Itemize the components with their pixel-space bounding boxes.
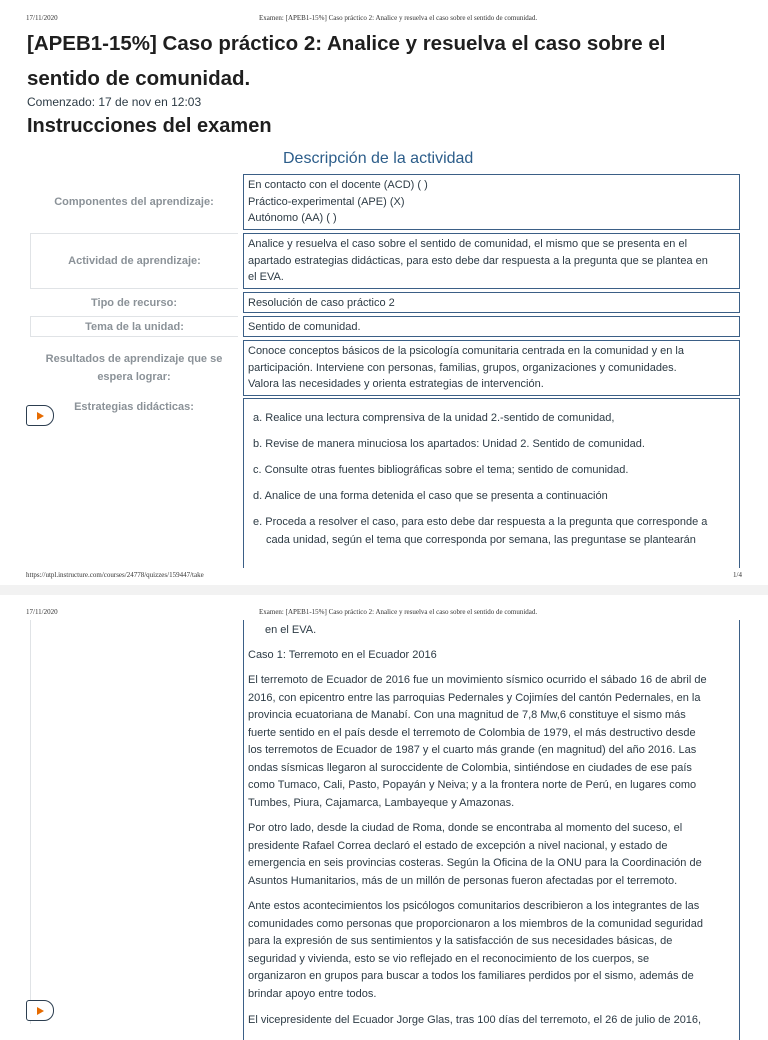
page-separator: [0, 585, 768, 595]
text-line: comunidades como personas que proporcionaron a los miembros de la comunidad seguridad: [248, 917, 703, 930]
strategy-item: [253, 462, 738, 480]
print-title: Examen: [APEB1-15%] Caso práctico 2: Analice y resuelva el caso sobre el sentido de comunidad.: [259, 608, 538, 616]
play-icon: [37, 1007, 44, 1015]
strategy-item: [253, 410, 738, 428]
text-line: organizaron en grupos para buscar a todos los familiares perdidos por el sismo, además de: [248, 970, 694, 982]
label-didactic-strategies: Estrategias didácticas:: [74, 401, 194, 413]
play-icon: [37, 412, 44, 420]
strategy-text-continued: cada unidad, según el tema que corresponda por semana, las preguntase se plantearán: [266, 533, 696, 546]
print-date: 17/11/2020: [26, 14, 58, 22]
strategy-marker: c.: [253, 464, 262, 476]
strategy-marker: a.: [253, 412, 263, 424]
value-line: Conoce conceptos básicos de la psicología comunitaria centrada en la comunidad y en la: [248, 345, 684, 357]
label-learning-activity: Actividad de aprendizaje:: [30, 233, 238, 289]
value-line: Resolución de caso práctico 2: [248, 297, 395, 309]
value-unit-topic: [243, 316, 740, 337]
print-footer: [0, 571, 768, 585]
text-line: fuerte sentido en el país desde el terremoto de Colombia de 1979, el más destructivo desde: [248, 726, 696, 739]
print-url: https://utpl.instructure.com/courses/24778/quizzes/159447/take: [26, 571, 204, 579]
activity-description-heading: Descripción de la actividad: [283, 150, 474, 167]
play-button[interactable]: [26, 1000, 54, 1021]
text-line: 2016, con epicentro entre las parroquias Pedernales y Cojimíes del cantón Pedernales, en la: [248, 691, 701, 704]
strategy-marker: b.: [253, 438, 263, 450]
value-line: Sentido de comunidad.: [248, 321, 361, 333]
strategy-item: [253, 514, 738, 549]
value-line: participación. Interviene con personas, familias, grupos, organizaciones y comunidades.: [248, 361, 677, 374]
strategy-item: [253, 488, 738, 506]
case-content: [243, 620, 740, 1040]
instructions-heading: Instrucciones del examen: [27, 115, 272, 137]
text-line: los terremotos de Ecuador de 1987 y el cuarto más grande (en magnitud) del año 2016. Las: [248, 744, 697, 756]
case-title: [248, 647, 738, 665]
value-learning-components: [243, 174, 740, 230]
page-title: [27, 28, 739, 95]
label-learning-components: Componentes del aprendizaje:: [54, 196, 214, 208]
page-title-line-1: [APEB1-15%] Caso práctico 2: Analice y resuelva el caso sobre el: [27, 32, 666, 55]
text-line: ondas sísmicas llegaron al suroccidente de Colombia, sintiéndose en ciudades de ese país: [248, 761, 692, 774]
text-line: como Tumaco, Cali, Pasto, Popayán y Neiva; y a la frontera norte de Perú, en lugares como: [248, 779, 697, 791]
page-title-line-2: sentido de comunidad.: [27, 67, 251, 90]
value-line: Analice y resuelva el caso sobre el sentido de comunidad, el mismo que se presenta en el: [248, 238, 688, 250]
text-line: Asuntos Humanitarios, más de un millón de personas fueron afectadas por el terremoto.: [248, 874, 678, 887]
print-header: [0, 14, 768, 28]
case-paragraph-4: [248, 1012, 738, 1030]
value-learning-outcomes: [243, 340, 740, 396]
strategy-marker: d.: [253, 490, 263, 502]
value-line: Autónomo (AA) ( ): [248, 212, 337, 224]
label-learning-outcomes: [30, 340, 238, 396]
text-line: Por otro lado, desde la ciudad de Roma, donde se encontraba al momento del suceso, el: [248, 822, 683, 834]
label-line: espera lograr:: [97, 371, 171, 383]
value-line: el EVA.: [248, 271, 284, 283]
text-line: Caso 1: Terremoto en el Ecuador 2016: [248, 649, 437, 661]
strategy-text: Realice una lectura comprensiva de la unidad 2.-sentido de comunidad,: [265, 412, 615, 424]
text-line: emergencia en seis provincias costeras. Según la Oficina de la ONU para la Coordinación de: [248, 857, 702, 869]
text-line: El vicepresidente del Ecuador Jorge Glas, tras 100 días del terremoto, el 26 de julio de 2016,: [248, 1014, 702, 1026]
started-timestamp: Comenzado: 17 de nov en 12:03: [27, 95, 202, 109]
strategies-list-box: [243, 398, 740, 568]
print-date: 17/11/2020: [26, 608, 58, 616]
value-learning-activity: [243, 233, 740, 289]
strategy-text: Proceda a resolver el caso, para esto debe dar respuesta a la pregunta que corresponde a: [265, 516, 708, 528]
text-line: seguridad y vivienda, esto se vio reflejado en el reconocimiento de los cuerpos, se: [248, 952, 650, 965]
case-paragraph-2: [248, 820, 738, 890]
text-line: brindar apoyo entre todos.: [248, 987, 377, 1000]
value-line: Práctico-experimental (APE) (X): [248, 195, 405, 208]
strategy-text: Revise de manera minuciosa los apartados: Unidad 2. Sentido de comunidad.: [265, 438, 645, 450]
play-button[interactable]: [26, 405, 54, 426]
text-line: para la expresión de sus sentimientos y la satisfacción de sus necesidades básicas, de: [248, 935, 673, 947]
case-paragraph-1: [248, 672, 738, 812]
text-line: presidente Rafael Correa declaró el estado de excepción a nivel nacional, y estado de: [248, 839, 668, 852]
strategy-text: Analice de una forma detenida el caso que se presenta a continuación: [264, 490, 608, 502]
text-line: provincia ecuatoriana de Manabí. Con una magnitud de 7,8 Mw,6 constituye el sismo más: [248, 709, 686, 721]
text-line: El terremoto de Ecuador de 2016 fue un movimiento sísmico ocurrido el sábado 16 de abril de: [248, 674, 707, 686]
print-page-number: 1/4: [733, 571, 742, 579]
case-paragraph-3: [248, 898, 738, 1003]
value-line: En contacto con el docente (ACD) ( ): [248, 179, 428, 191]
strategy-text: Consulte otras fuentes bibliográficas sobre el tema; sentido de comunidad.: [264, 464, 629, 476]
value-line: apartado estrategias didácticas, para esto debe dar respuesta a la pregunta que se plantea en: [248, 254, 708, 267]
label-line: Resultados de aprendizaje que se: [45, 353, 223, 365]
text-line: Ante estos acontecimientos los psicólogos comunitarios describieron a los integrantes de las: [248, 900, 700, 912]
label-column-rule: [30, 620, 31, 1024]
strategy-continuation: [248, 622, 738, 640]
text-line: en el EVA.: [265, 624, 317, 636]
value-resource-type: [243, 292, 740, 313]
value-line: Valora las necesidades y orienta estrategias de intervención.: [248, 378, 544, 390]
print-title: Examen: [APEB1-15%] Caso práctico 2: Analice y resuelva el caso sobre el sentido de comunidad.: [259, 14, 538, 22]
label-resource-type: Tipo de recurso:: [91, 296, 177, 309]
strategy-item: [253, 436, 738, 454]
strategy-marker: e.: [253, 516, 263, 528]
label-unit-topic: Tema de la unidad:: [30, 316, 238, 337]
text-line: Tumbes, Piura, Cajamarca, Lambayeque y Amazonas.: [248, 796, 515, 809]
